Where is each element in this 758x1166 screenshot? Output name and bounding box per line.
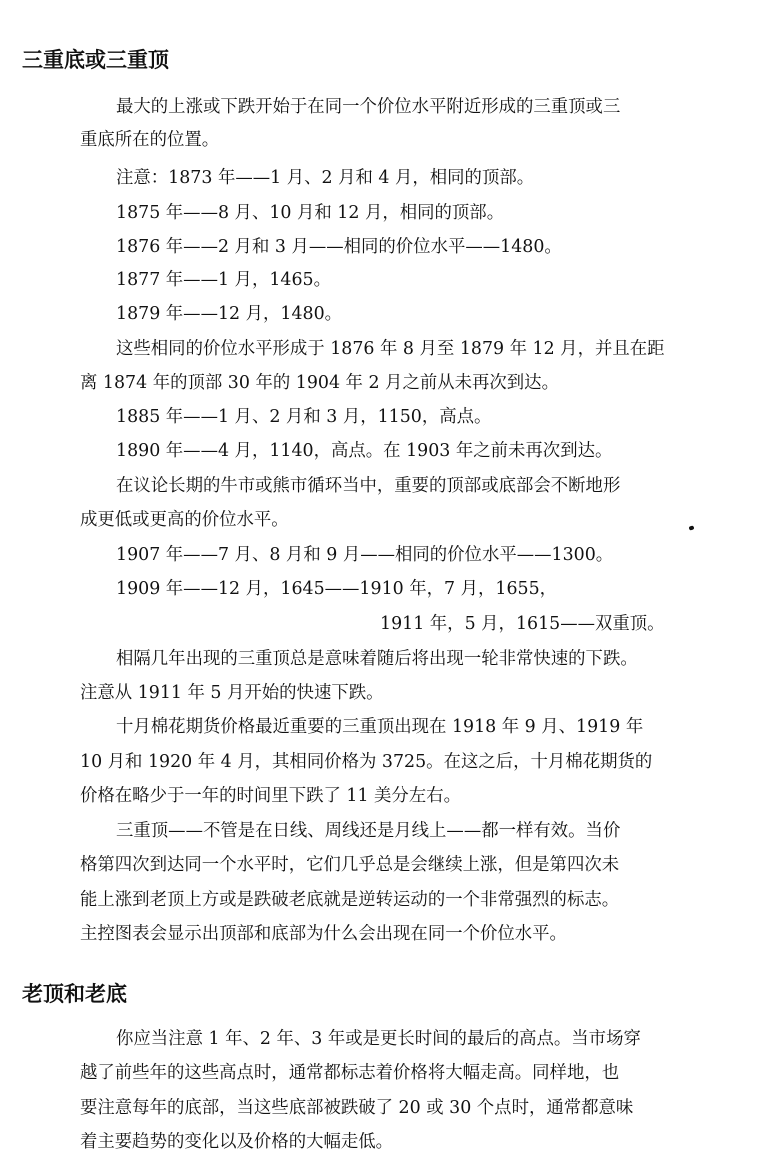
paragraph-line: 注意：1873 年——1 月、2 月和 4 月，相同的顶部。: [116, 168, 535, 188]
paragraph-line: 1890 年——4 月，1140，高点。在 1903 年之前未再次到达。: [116, 441, 613, 461]
section-heading-triple-tops: 三重底或三重顶: [22, 48, 169, 72]
paragraph-line: 1877 年——1 月，1465。: [116, 270, 331, 290]
paragraph-line: 相隔几年出现的三重顶总是意味着随后将出现一轮非常快速的下跌。: [116, 649, 638, 669]
paragraph-line: 要注意每年的底部，当这些底部被跌破了 20 或 30 个点时，通常都意味: [80, 1098, 634, 1118]
paragraph-line: 1885 年——1 月、2 月和 3 月，1150，高点。: [116, 407, 492, 427]
paragraph-line: 1875 年——8 月、10 月和 12 月，相同的顶部。: [116, 203, 505, 223]
paragraph-line: 重底所在的位置。: [80, 130, 220, 150]
paragraph-line: 1909 年——12 月，1645——1910 年，7 月，1655，: [116, 579, 558, 599]
paragraph-line: 在议论长期的牛市或熊市循环当中，重要的顶部或底部会不断地形: [116, 476, 621, 496]
paragraph-line: 越了前些年的这些高点时，通常都标志着价格将大幅走高。同样地，也: [80, 1063, 620, 1083]
paragraph-line: 你应当注意 1 年、2 年、3 年或是更长时间的最后的高点。当市场穿: [116, 1029, 641, 1049]
paragraph-line: 格第四次到达同一个水平时，它们几乎总是会继续上涨，但是第四次未: [80, 855, 620, 875]
paragraph-line: 10 月和 1920 年 4 月，其相同价格为 3725。在这之后，十月棉花期货的: [80, 752, 653, 772]
paragraph-line: 1907 年——7 月、8 月和 9 月——相同的价位水平——1300。: [116, 545, 614, 565]
paragraph-line: 1876 年——2 月和 3 月——相同的价位水平——1480。: [116, 237, 562, 257]
paragraph-line: 主控图表会显示出顶部和底部为什么会出现在同一个价位水平。: [80, 924, 567, 944]
paragraph-line: 能上涨到老顶上方或是跌破老底就是逆转运动的一个非常强烈的标志。: [80, 890, 620, 910]
paragraph-line: 1879 年——12 月，1480。: [116, 304, 343, 324]
paragraph-line: 着主要趋势的变化以及价格的大幅走低。: [80, 1132, 394, 1152]
paragraph-line: 注意从 1911 年 5 月开始的快速下跌。: [80, 683, 384, 703]
paragraph-line: 成更低或更高的价位水平。: [80, 510, 289, 530]
paragraph-line: 最大的上涨或下跌开始于在同一个价位水平附近形成的三重顶或三: [116, 97, 621, 117]
paragraph-line: 1911 年，5 月，1615——双重顶。: [380, 614, 665, 634]
section-heading-old-tops-bottoms: 老顶和老底: [22, 982, 127, 1006]
paragraph-line: 这些相同的价位水平形成于 1876 年 8 月至 1879 年 12 月，并且在距: [116, 339, 665, 359]
paragraph-line: 三重顶——不管是在日线、周线还是月线上——都一样有效。当价: [116, 821, 621, 841]
ink-speck: [688, 525, 694, 530]
paragraph-line: 十月棉花期货价格最近重要的三重顶出现在 1918 年 9 月、1919 年: [116, 717, 644, 737]
paragraph-line: 离 1874 年的顶部 30 年的 1904 年 2 月之前从未再次到达。: [80, 373, 559, 393]
paragraph-line: 价格在略少于一年的时间里下跌了 11 美分左右。: [80, 786, 461, 806]
